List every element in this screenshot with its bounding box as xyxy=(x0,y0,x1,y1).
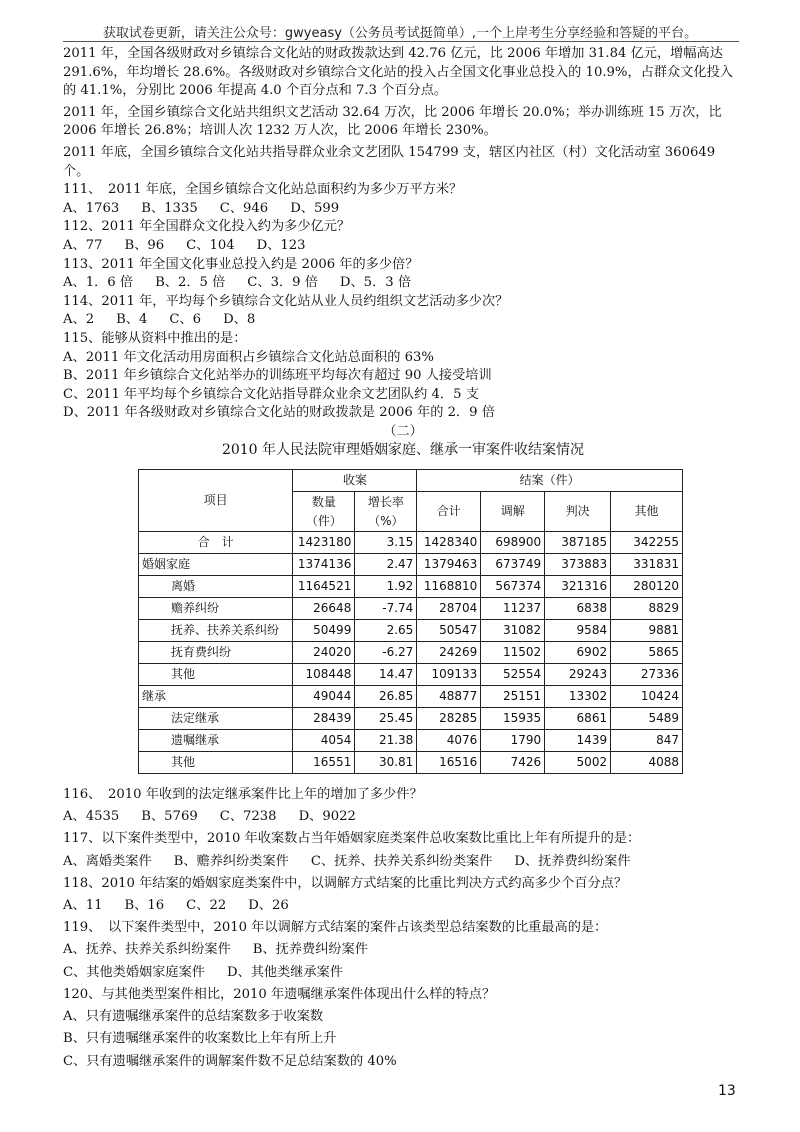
page-header: 获取试卷更新，请关注公众号：gwyeasy（公务员考试挺简单）,一个上岸考生分享经验和答疑的平台。 xyxy=(102,26,698,41)
table-row xyxy=(139,532,683,554)
question-112: 112、2011 年全国群众文化投入约为多少亿元？ xyxy=(63,219,351,235)
table-row xyxy=(139,598,683,620)
section-marker: （二） xyxy=(383,423,423,439)
table-cell: 9881 xyxy=(611,620,683,642)
option: A、2 xyxy=(63,312,95,328)
col-header-received: 收案 xyxy=(293,470,417,492)
option: C、946 xyxy=(219,200,269,216)
table-body xyxy=(139,532,683,774)
question-111: 111、 2011 年底，全国乡镇综合文化站总面积约为多少万平方米？ xyxy=(63,182,463,198)
table-cell: 48877 xyxy=(417,686,481,708)
table-cell: -7.74 xyxy=(355,598,417,620)
table-cell: 2.65 xyxy=(355,620,417,642)
table-cell: 13302 xyxy=(545,686,611,708)
table-cell: 1374136 xyxy=(293,554,355,576)
table-cell: 109133 xyxy=(417,664,481,686)
table-row xyxy=(139,730,683,752)
table-cell: 10424 xyxy=(611,686,683,708)
table-cell: 26648 xyxy=(293,598,355,620)
option: D、其他类继承案件 xyxy=(226,964,344,980)
col-header-judgment: 判决 xyxy=(545,492,611,532)
table-cell: 11237 xyxy=(481,598,545,620)
table-cell: 31082 xyxy=(481,620,545,642)
paragraph: 2011 年底，全国乡镇综合文化站共指导群众业余文艺团队 154799 支，辖区内社区（村）文化活动室 360649 个。 xyxy=(63,144,716,179)
row-label: 离婚 xyxy=(139,576,293,598)
table-cell: 16551 xyxy=(293,752,355,774)
table-cell: 29243 xyxy=(545,664,611,686)
option: C、104 xyxy=(186,237,235,253)
table-cell: 11502 xyxy=(481,642,545,664)
row-label: 抚养、扶养关系纠纷 xyxy=(139,620,293,642)
question-115: 115、能够从资料中推出的是： xyxy=(63,330,247,346)
option: A、只有遗嘱继承案件的总结案数多于收案数 xyxy=(63,1009,324,1025)
row-label: 法定继承 xyxy=(139,708,293,730)
table-cell: 30.81 xyxy=(355,752,417,774)
col-header-total: 合计 xyxy=(417,492,481,532)
table-cell: 7426 xyxy=(481,752,545,774)
table-cell: 698900 xyxy=(481,532,545,554)
table-row xyxy=(139,576,683,598)
question-119: 119、 以下案件类型中，2010 年以调解方式结案的案件占该类型总结案数的比重最高的是： xyxy=(63,920,608,936)
options-119b xyxy=(63,962,743,984)
table-cell: 9584 xyxy=(545,620,611,642)
option: C、7238 xyxy=(219,809,277,825)
col-header-closed: 结案（件） xyxy=(417,470,683,492)
table-row xyxy=(139,708,683,730)
table-cell: 280120 xyxy=(611,576,683,598)
option: B、只有遗嘱继承案件的收案数比上年有所上升 xyxy=(63,1031,337,1047)
table-cell: 6861 xyxy=(545,708,611,730)
row-label: 遗嘱继承 xyxy=(139,730,293,752)
option: A、离婚类案件 xyxy=(63,853,152,869)
col-header-growth: 增长率（%） xyxy=(355,492,417,532)
table-cell: 6902 xyxy=(545,642,611,664)
row-label: 其他 xyxy=(139,752,293,774)
table-cell: 16516 xyxy=(417,752,481,774)
table-cell: 8829 xyxy=(611,598,683,620)
table-cell: 4054 xyxy=(293,730,355,752)
option: C、只有遗嘱继承案件的调解案件数不足总结案数的 40% xyxy=(63,1053,397,1069)
table-cell: 1423180 xyxy=(293,532,355,554)
paragraph: 2011 年，全国乡镇综合文化站共组织文艺活动 32.64 万次，比 2006 年增长 20.0%；举办训练班 15 万次，比 2006 年增长 26.8%；培训人次 1232 万人次，比 2006 年增长 230%。 xyxy=(63,104,722,139)
question-116: 116、 2010 年收到的法定继承案件比上年的增加了多少件？ xyxy=(63,787,423,803)
table-row xyxy=(139,620,683,642)
table-cell: 342255 xyxy=(611,532,683,554)
table-cell: 321316 xyxy=(545,576,611,598)
option: A、1763 xyxy=(63,200,120,216)
table-cell: 49044 xyxy=(293,686,355,708)
table-cell: 1168810 xyxy=(417,576,481,598)
table-header-row xyxy=(139,470,683,492)
option: C、3．9 倍 xyxy=(247,275,318,291)
option: A、1．6 倍 xyxy=(63,275,134,291)
table-cell: 567374 xyxy=(481,576,545,598)
option: B、抚养费纠纷案件 xyxy=(252,942,368,958)
option: B、2．5 倍 xyxy=(155,275,226,291)
table-row xyxy=(139,664,683,686)
option: D、5．3 倍 xyxy=(339,275,412,291)
col-header-other: 其他 xyxy=(611,492,683,532)
table-cell: 108448 xyxy=(293,664,355,686)
table-cell: 5865 xyxy=(611,642,683,664)
option: B、4 xyxy=(116,312,148,328)
table-cell: 3.15 xyxy=(355,532,417,554)
option: C、2011 年平均每个乡镇综合文化站指导群众业余文艺团队约 4．5 支 xyxy=(63,386,479,402)
question-113: 113、2011 年全国文化事业总投入约是 2006 年的多少倍？ xyxy=(63,256,419,272)
options-114 xyxy=(63,311,743,330)
table-cell: 6838 xyxy=(545,598,611,620)
options-111 xyxy=(63,200,743,219)
row-label: 继承 xyxy=(139,686,293,708)
row-label: 赡养纠纷 xyxy=(139,598,293,620)
table-cell: 15935 xyxy=(481,708,545,730)
question-114: 114、2011 年，平均每个乡镇综合文化站从业人员约组织文艺活动多少次？ xyxy=(63,293,509,309)
option: A、2011 年文化活动用房面积占乡镇综合文化站总面积的 63% xyxy=(63,349,434,365)
paragraph: 2011 年，全国各级财政对乡镇综合文化站的财政拨款达到 42.76 亿元，比 2006 年增加 31.84 亿元，增幅高达 291.6%，年均增长 28.6%。各级财政对乡镇综合文化站的投入占全国文化事业总投入的 10.9%，占群众文化投入的 41.1%，分别比 2006 年提高 4.0 个百分点和 7.3 个百分点。 xyxy=(63,46,733,99)
table-cell: 24269 xyxy=(417,642,481,664)
data-table xyxy=(138,469,683,774)
options-118 xyxy=(63,895,743,917)
option: B、2011 年乡镇综合文化站举办的训练班平均每次有超过 90 人接受培训 xyxy=(63,368,492,384)
option: D、2011 年各级财政对乡镇综合文化站的财政拨款是 2006 年的 2．9 倍 xyxy=(63,405,495,421)
table-cell: 52554 xyxy=(481,664,545,686)
options-119a xyxy=(63,939,743,961)
options-116 xyxy=(63,806,743,828)
table-cell: 387185 xyxy=(545,532,611,554)
row-label: 合 计 xyxy=(139,532,293,554)
option: C、22 xyxy=(186,898,227,914)
option: C、6 xyxy=(169,312,202,328)
question-120: 120、与其他类型案件相比，2010 年遗嘱继承案件体现出什么样的特点？ xyxy=(63,986,496,1002)
option: B、赡养纠纷类案件 xyxy=(173,853,289,869)
table-row xyxy=(139,554,683,576)
question-117: 117、以下案件类型中，2010 年收案数占当年婚姻家庭类案件总收案数比重比上年有所提升的是： xyxy=(63,831,641,847)
option: A、抚养、扶养关系纠纷案件 xyxy=(63,942,231,958)
options-113 xyxy=(63,274,743,293)
option: B、1335 xyxy=(141,200,198,216)
table-cell: 50499 xyxy=(293,620,355,642)
option: A、4535 xyxy=(63,809,120,825)
option: C、抚养、扶养关系纠纷类案件 xyxy=(310,853,493,869)
header-divider xyxy=(63,41,739,42)
table-cell: 4076 xyxy=(417,730,481,752)
table-cell: 5002 xyxy=(545,752,611,774)
table-cell: 4088 xyxy=(611,752,683,774)
table-cell: 1379463 xyxy=(417,554,481,576)
table-cell: 27336 xyxy=(611,664,683,686)
option: B、96 xyxy=(124,237,165,253)
option: D、8 xyxy=(223,312,256,328)
table-cell: 25151 xyxy=(481,686,545,708)
table-cell: 14.47 xyxy=(355,664,417,686)
option: A、77 xyxy=(63,237,103,253)
table-title: 2010 年人民法院审理婚姻家庭、继承一审案件收结案情况 xyxy=(221,442,585,459)
option: C、其他类婚姻家庭案件 xyxy=(63,964,205,980)
table-cell: 28439 xyxy=(293,708,355,730)
table-cell: 1.92 xyxy=(355,576,417,598)
col-header-mediation: 调解 xyxy=(481,492,545,532)
table-row xyxy=(139,752,683,774)
option: A、11 xyxy=(63,898,103,914)
option: D、抚养费纠纷案件 xyxy=(514,853,631,869)
table-row xyxy=(139,686,683,708)
table-cell: 331831 xyxy=(611,554,683,576)
table-cell: 847 xyxy=(611,730,683,752)
row-label: 婚姻家庭 xyxy=(139,554,293,576)
option: D、9022 xyxy=(298,809,356,825)
option: B、5769 xyxy=(141,809,198,825)
col-header-item: 项目 xyxy=(139,470,293,532)
col-header-count: 数量（件） xyxy=(293,492,355,532)
table-cell: 673749 xyxy=(481,554,545,576)
options-117 xyxy=(63,851,743,873)
row-label: 抚育费纠纷 xyxy=(139,642,293,664)
table-cell: 26.85 xyxy=(355,686,417,708)
options-112 xyxy=(63,237,743,256)
table-row xyxy=(139,642,683,664)
table-cell: 1428340 xyxy=(417,532,481,554)
table-cell: 1439 xyxy=(545,730,611,752)
table-cell: 1164521 xyxy=(293,576,355,598)
option: B、16 xyxy=(124,898,165,914)
option: D、26 xyxy=(248,898,289,914)
table-cell: 24020 xyxy=(293,642,355,664)
option: D、599 xyxy=(290,200,340,216)
table-cell: 1790 xyxy=(481,730,545,752)
table-cell: 21.38 xyxy=(355,730,417,752)
table-cell: 373883 xyxy=(545,554,611,576)
row-label: 其他 xyxy=(139,664,293,686)
table-cell: 5489 xyxy=(611,708,683,730)
table-cell: 28285 xyxy=(417,708,481,730)
question-118: 118、2010 年结案的婚姻家庭类案件中，以调解方式结案的比重比判决方式约高多少个百分点？ xyxy=(63,875,628,891)
table-cell: 2.47 xyxy=(355,554,417,576)
table-cell: 50547 xyxy=(417,620,481,642)
table-cell: -6.27 xyxy=(355,642,417,664)
page-number: 13 xyxy=(718,1083,736,1099)
table-cell: 25.45 xyxy=(355,708,417,730)
questions-group-1 xyxy=(63,181,743,423)
questions-group-2 xyxy=(63,784,743,1073)
option: D、123 xyxy=(256,237,306,253)
document-body xyxy=(63,45,743,1073)
table-cell: 28704 xyxy=(417,598,481,620)
